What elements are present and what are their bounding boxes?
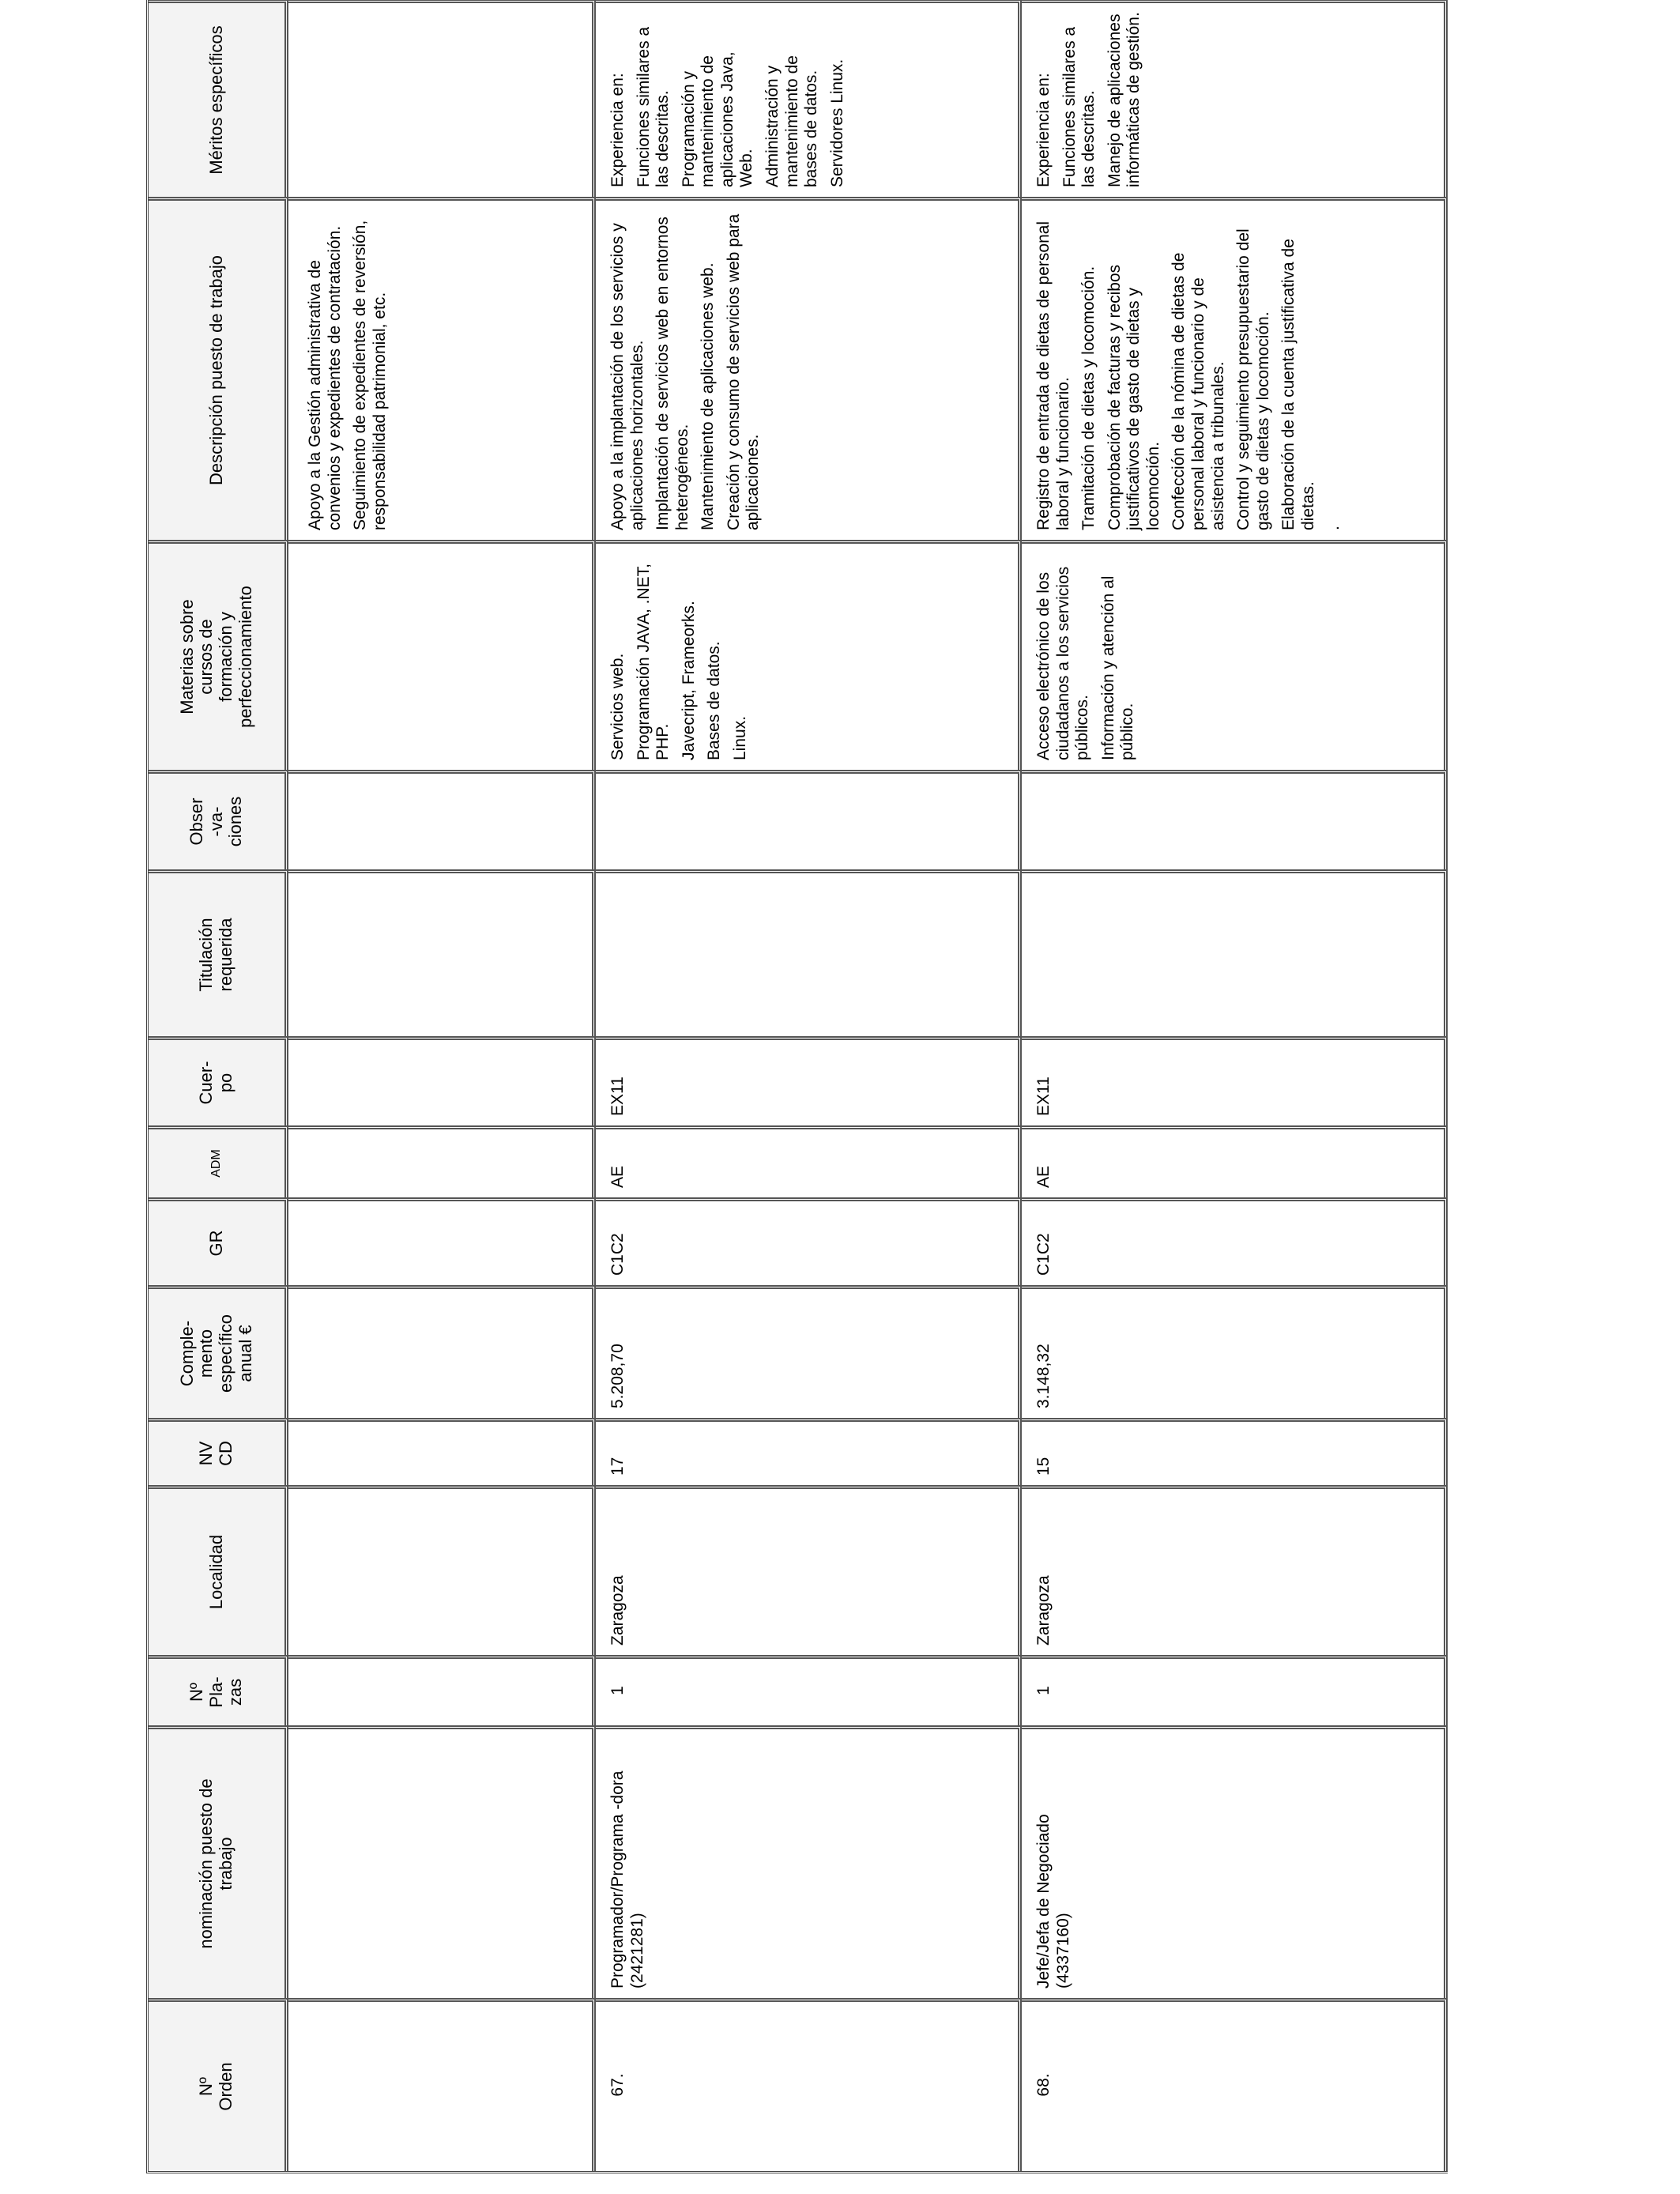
header-observaciones: Obser -va- ciones	[149, 770, 288, 869]
observaciones-cell	[1022, 770, 1448, 869]
header-plazas: Nº Pla- zas	[149, 1655, 288, 1725]
denominacion-cell: Jefe/Jefa de Negociado (4337160)	[1022, 1725, 1448, 1998]
adm-cell: AE	[596, 1125, 1022, 1197]
header-cuerpo: Cuer- po	[149, 1036, 288, 1125]
cell	[288, 1285, 596, 1418]
materias-cell: Servicios web. Programación JAVA, .NET, PHP. Javecript, Frameorks. Bases de datos. Linux.	[596, 540, 1022, 770]
header-meritos: Méritos específicos	[149, 0, 288, 197]
header-row	[149, 0, 288, 2171]
adm-cell: AE	[1022, 1125, 1448, 1197]
cell	[288, 1655, 596, 1725]
grupo-cell: C1C2	[596, 1197, 1022, 1285]
header-materias: Materias sobre cursos de formación y perfeccionamiento	[149, 540, 288, 770]
orden-cell: 68.	[1022, 1998, 1448, 2171]
header-adm: ADM	[149, 1125, 288, 1197]
cell	[288, 540, 596, 770]
grupo-cell: C1C2	[1022, 1197, 1448, 1285]
continuation-descripcion: Apoyo a la Gestión administrativa de convenios y expedientes de contratación. Seguimiento de expedientes de reversión, responsabilidad patrimonial, etc.	[288, 197, 596, 540]
cell	[288, 1725, 596, 1998]
header-denominacion: nominación puesto de trabajo	[149, 1725, 288, 1998]
header-nivel: NV CD	[149, 1418, 288, 1485]
plazas-cell: 1	[596, 1655, 1022, 1725]
cell	[288, 1197, 596, 1285]
cell	[288, 1485, 596, 1655]
meritos-cell: Experiencia en: Funciones similares a las descritas. Manejo de aplicaciones informáticas de gestión.	[1022, 0, 1448, 197]
plazas-cell: 1	[1022, 1655, 1448, 1725]
cell	[288, 0, 596, 197]
cell	[288, 869, 596, 1036]
cell	[288, 1998, 596, 2171]
header-orden: Nº Orden	[149, 1998, 288, 2171]
titulacion-cell	[596, 869, 1022, 1036]
nivel-cell: 17	[596, 1418, 1022, 1485]
cuerpo-cell: EX11	[1022, 1036, 1448, 1125]
materias-cell: Acceso electrónico de los ciudadanos a los servicios públicos. Información y atención al público.	[1022, 540, 1448, 770]
header-descripcion: Descripción puesto de trabajo	[149, 197, 288, 540]
localidad-cell: Zaragoza	[1022, 1485, 1448, 1655]
denominacion-cell: Programador/Programa -dora (2421281)	[596, 1725, 1022, 1998]
cell	[288, 1125, 596, 1197]
header-complemento: Comple- mento específico anual €	[149, 1285, 288, 1418]
orden-cell: 67.	[596, 1998, 1022, 2171]
header-titulacion: Titulación requerida	[149, 869, 288, 1036]
cell	[288, 1418, 596, 1485]
complemento-cell: 5.208,70	[596, 1285, 1022, 1418]
table-row	[596, 0, 1022, 2171]
table-row	[1022, 0, 1448, 2171]
complemento-cell: 3.148,32	[1022, 1285, 1448, 1418]
header-localidad: Localidad	[149, 1485, 288, 1655]
observaciones-cell	[596, 770, 1022, 869]
descripcion-cell: Apoyo a la implantación de los servicios y aplicaciones horizontales. Implantación de servicios web en entornos heterogéneos. Mantenimiento de aplicaciones web. Creación y consumo de servicios web para aplicaciones.	[596, 197, 1022, 540]
cell	[288, 1036, 596, 1125]
header-grupo: GR	[149, 1197, 288, 1285]
cell	[288, 770, 596, 869]
meritos-cell: Experiencia en: Funciones similares a las descritas. Programación y mantenimiento de aplicaciones Java, Web. Administración y mantenimiento de bases de datos. Servidores Linux.	[596, 0, 1022, 197]
titulacion-cell	[1022, 869, 1448, 1036]
localidad-cell: Zaragoza	[596, 1485, 1022, 1655]
continuation-row	[288, 0, 596, 2171]
descripcion-cell: Registro de entrada de dietas de personal laboral y funcionario. Tramitación de dietas y locomoción. Comprobación de facturas y recibos justificativos de gasto de dietas y locomoción. Confección de la nómina de dietas de personal laboral y funcionario y de asistencia a tribunales. Control y seguimiento presupuestario del gasto de dietas y locomoción. Elaboración de la cuenta justificativa de dietas. .	[1022, 197, 1448, 540]
cuerpo-cell: EX11	[596, 1036, 1022, 1125]
job-positions-table	[146, 0, 1448, 2173]
nivel-cell: 15	[1022, 1418, 1448, 1485]
